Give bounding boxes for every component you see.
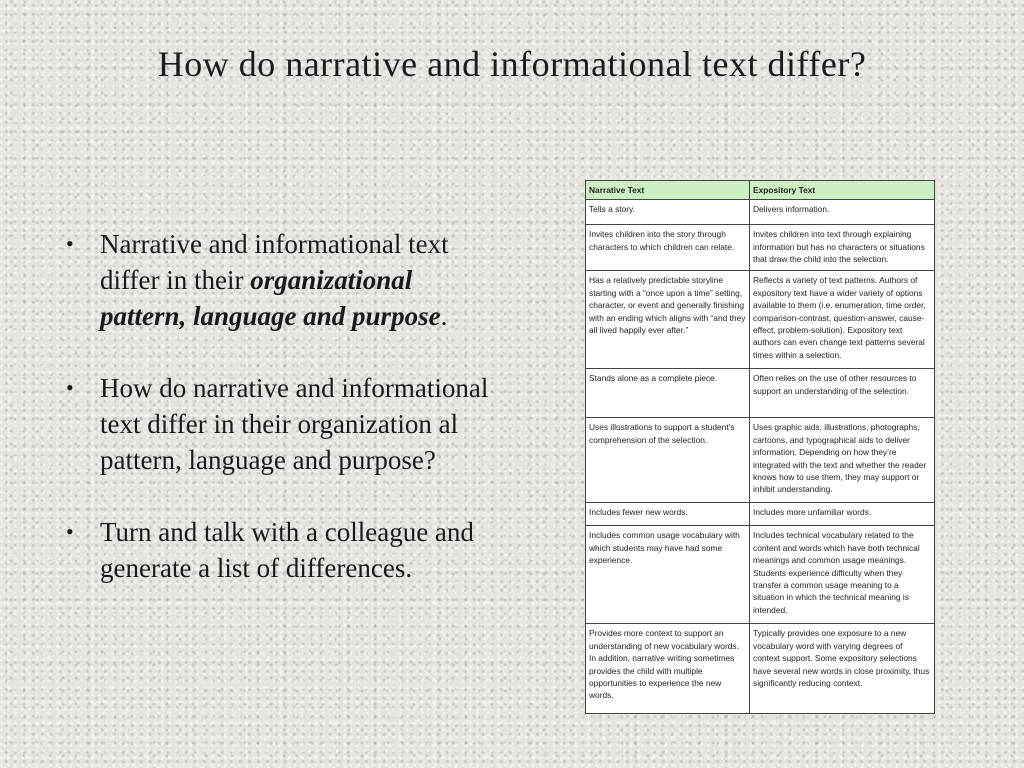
table-row: [586, 271, 935, 369]
table-row: [586, 503, 935, 526]
table-cell-expository: Reflects a variety of text patterns. Authors of expository text have a wider variety of options available to them (i.e. enumeration, time order, comparison-contrast, question-answer, cause-effect, problem-solution). Expository text authors can even change text patterns several times within a selection.: [750, 271, 935, 369]
table-row: [586, 526, 935, 624]
bullet-marker: •: [66, 519, 74, 544]
bullet-item: [62, 514, 492, 586]
table-cell-narrative: Stands alone as a complete piece.: [586, 369, 750, 418]
table-cell-expository: Includes technical vocabulary related to the content and words which have both technical meanings and common usage meanings. Students experience difficulty when they transfer a common usage meaning to a situation in which the technical meaning is intended.: [750, 526, 935, 624]
table-row: [586, 418, 935, 503]
bullet-text: How do narrative and informational text differ in their organization al pattern, language and purpose?: [100, 373, 489, 475]
table-cell-expository: Typically provides one exposure to a new vocabulary word with varying degrees of context support. Some expository selections have several new words in close proximity, thus significantly reducing context.: [750, 624, 935, 714]
bullet-marker: •: [66, 375, 74, 400]
table-cell-narrative: Includes fewer new words.: [586, 503, 750, 526]
slide-title: How do narrative and informational text differ?: [157, 44, 867, 84]
comparison-table: [585, 180, 935, 714]
bullet-item: [62, 226, 492, 334]
table-cell-expository: Invites children into text through explaining information but has no characters or situations that draw the child into the selection.: [750, 225, 935, 271]
table-cell-expository: Uses graphic aids, illustrations, photographs, cartoons, and typographical aids to deliver information. Depending on how they’re integrated with the text and whether the reader knows how to use them, they may support or inhibit understanding.: [750, 418, 935, 503]
table-row: [586, 225, 935, 271]
table-header-row: [586, 181, 935, 200]
table-cell-narrative: Invites children into the story through characters to which children can relate.: [586, 225, 750, 271]
header-expository: Expository Text: [750, 181, 935, 200]
bullet-list: [62, 226, 492, 622]
bullet-text-post: .: [440, 301, 448, 331]
table-cell-expository: Often relies on the use of other resources to support an understanding of the selection.: [750, 369, 935, 418]
table-cell-narrative: Has a relatively predictable storyline starting with a “once upon a time” setting, character, or event and generally finishing with an ending which aligns with “and they all lived happily ever after.”: [586, 271, 750, 369]
bullet-item: [62, 370, 492, 478]
table-cell-narrative: Provides more context to support an understanding of new vocabulary words. In addition, narrative writing sometimes provides the child with multiple opportunities to experience the new words.: [586, 624, 750, 714]
bullet-emphasis: organizational pattern, language and purpose: [100, 265, 441, 331]
table-cell-narrative: Includes common usage vocabulary with which students may have had some experience.: [586, 526, 750, 624]
table-row: [586, 200, 935, 225]
table-cell-expository: Includes more unfamiliar words.: [750, 503, 935, 526]
bullet-text: Turn and talk with a colleague and generate a list of differences.: [100, 517, 474, 583]
table-row: [586, 369, 935, 418]
table-cell-narrative: Uses illustrations to support a student’s comprehension of the selection.: [586, 418, 750, 503]
table-row: [586, 624, 935, 714]
header-narrative: Narrative Text: [586, 181, 750, 200]
bullet-marker: •: [66, 231, 74, 256]
table-cell-narrative: Tells a story.: [586, 200, 750, 225]
table-cell-expository: Delivers information.: [750, 200, 935, 225]
bullet-text-pre: Narrative and informational text differ in their: [100, 229, 449, 295]
